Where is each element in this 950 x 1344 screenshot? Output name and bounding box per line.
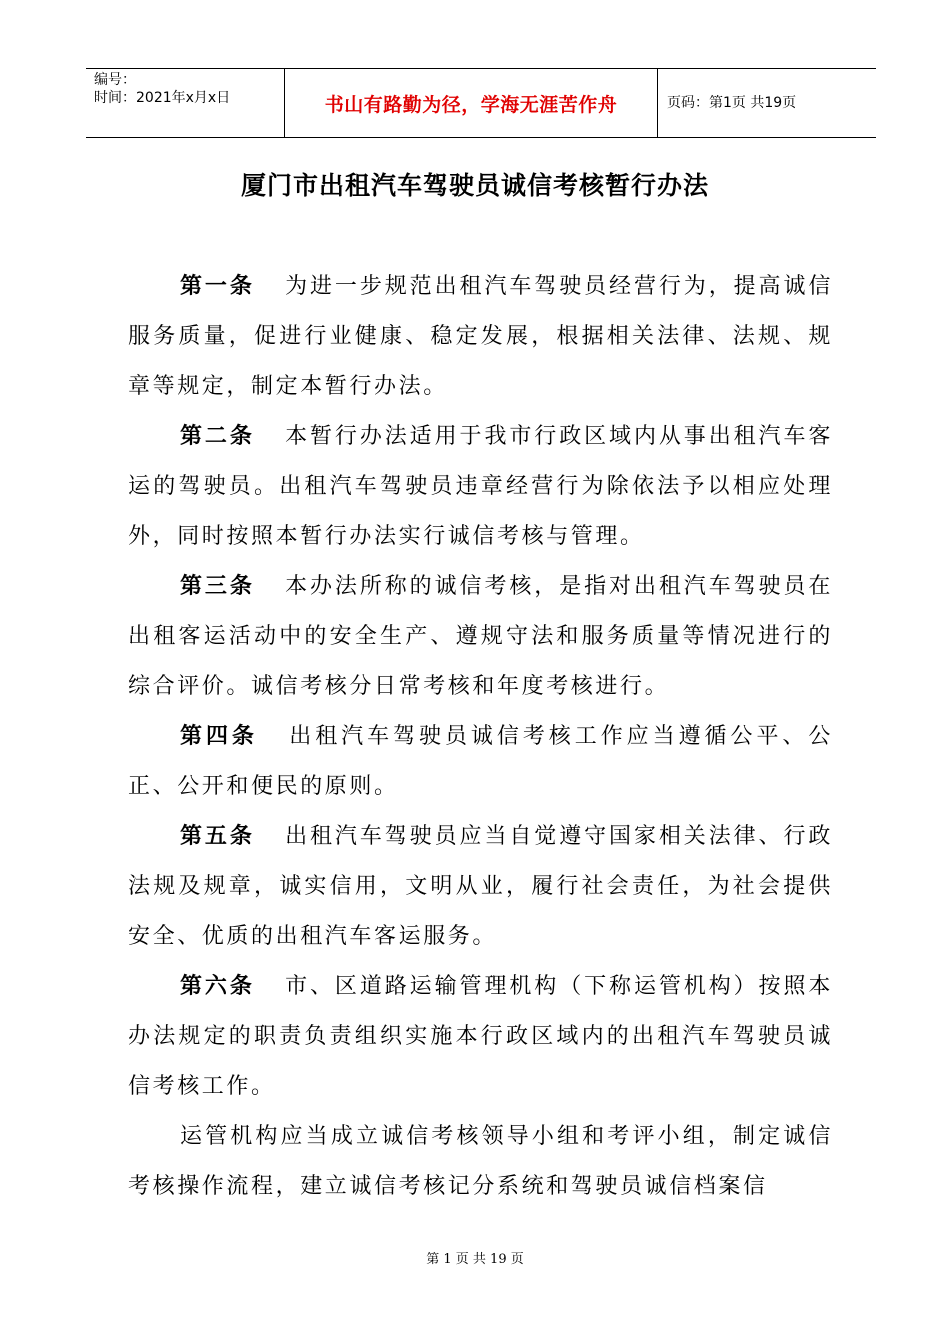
article-text: 市、区道路运输管理机构（下称运管机构）按照本办法规定的职责负责组织实施本行政区域内的出租汽车驾驶员诚信考核工作。 xyxy=(128,974,833,1099)
article-heading: 第二条 xyxy=(180,424,255,449)
article-6-paragraph-2 xyxy=(128,1112,833,1212)
document-title: 厦门市出租汽车驾驶员诚信考核暂行办法 xyxy=(240,171,709,200)
article-text: 为进一步规范出租汽车驾驶员经营行为，提高诚信服务质量，促进行业健康、稳定发展，根据相关法律、法规、规章等规定，制定本暂行办法。 xyxy=(128,274,833,399)
article-2 xyxy=(128,412,833,562)
number-label: 编号： xyxy=(94,72,136,88)
page-info: 页码：第1页 共19页 xyxy=(667,95,797,111)
motto: 书山有路勤为径，学海无涯苦作舟 xyxy=(324,93,618,116)
article-3 xyxy=(128,562,833,712)
article-4 xyxy=(128,712,833,812)
document-body xyxy=(128,262,833,1212)
article-text: 运管机构应当成立诚信考核领导小组和考评小组，制定诚信考核操作流程，建立诚信考核记分系统和驾驶员诚信档案信 xyxy=(128,1124,833,1199)
header-motto-cell xyxy=(284,69,658,137)
article-heading: 第六条 xyxy=(180,974,255,999)
article-6 xyxy=(128,962,833,1112)
article-text: 本办法所称的诚信考核，是指对出租汽车驾驶员在出租客运活动中的安全生产、遵规守法和服务质量等情况进行的综合评价。诚信考核分日常考核和年度考核进行。 xyxy=(128,574,833,699)
article-1 xyxy=(128,262,833,412)
article-5 xyxy=(128,812,833,962)
page-footer: 第 1 页 共 19 页 xyxy=(426,1252,524,1267)
article-text: 本暂行办法适用于我市行政区域内从事出租汽车客运的驾驶员。出租汽车驾驶员违章经营行为除依法予以相应处理外，同时按照本暂行办法实行诚信考核与管理。 xyxy=(128,424,833,549)
article-heading: 第三条 xyxy=(180,574,255,599)
header-meta-cell xyxy=(86,69,284,137)
article-text: 出租汽车驾驶员应当自觉遵守国家相关法律、行政法规及规章，诚实信用，文明从业，履行社会责任，为社会提供安全、优质的出租汽车客运服务。 xyxy=(128,824,833,949)
article-text: 出租汽车驾驶员诚信考核工作应当遵循公平、公正、公开和便民的原则。 xyxy=(128,724,833,799)
article-heading: 第一条 xyxy=(180,274,255,299)
time-label: 时间：2021年x月x日 xyxy=(94,90,231,106)
header-table xyxy=(86,68,876,138)
article-heading: 第五条 xyxy=(180,824,255,849)
header-page-cell xyxy=(657,69,876,137)
article-heading: 第四条 xyxy=(180,724,258,749)
